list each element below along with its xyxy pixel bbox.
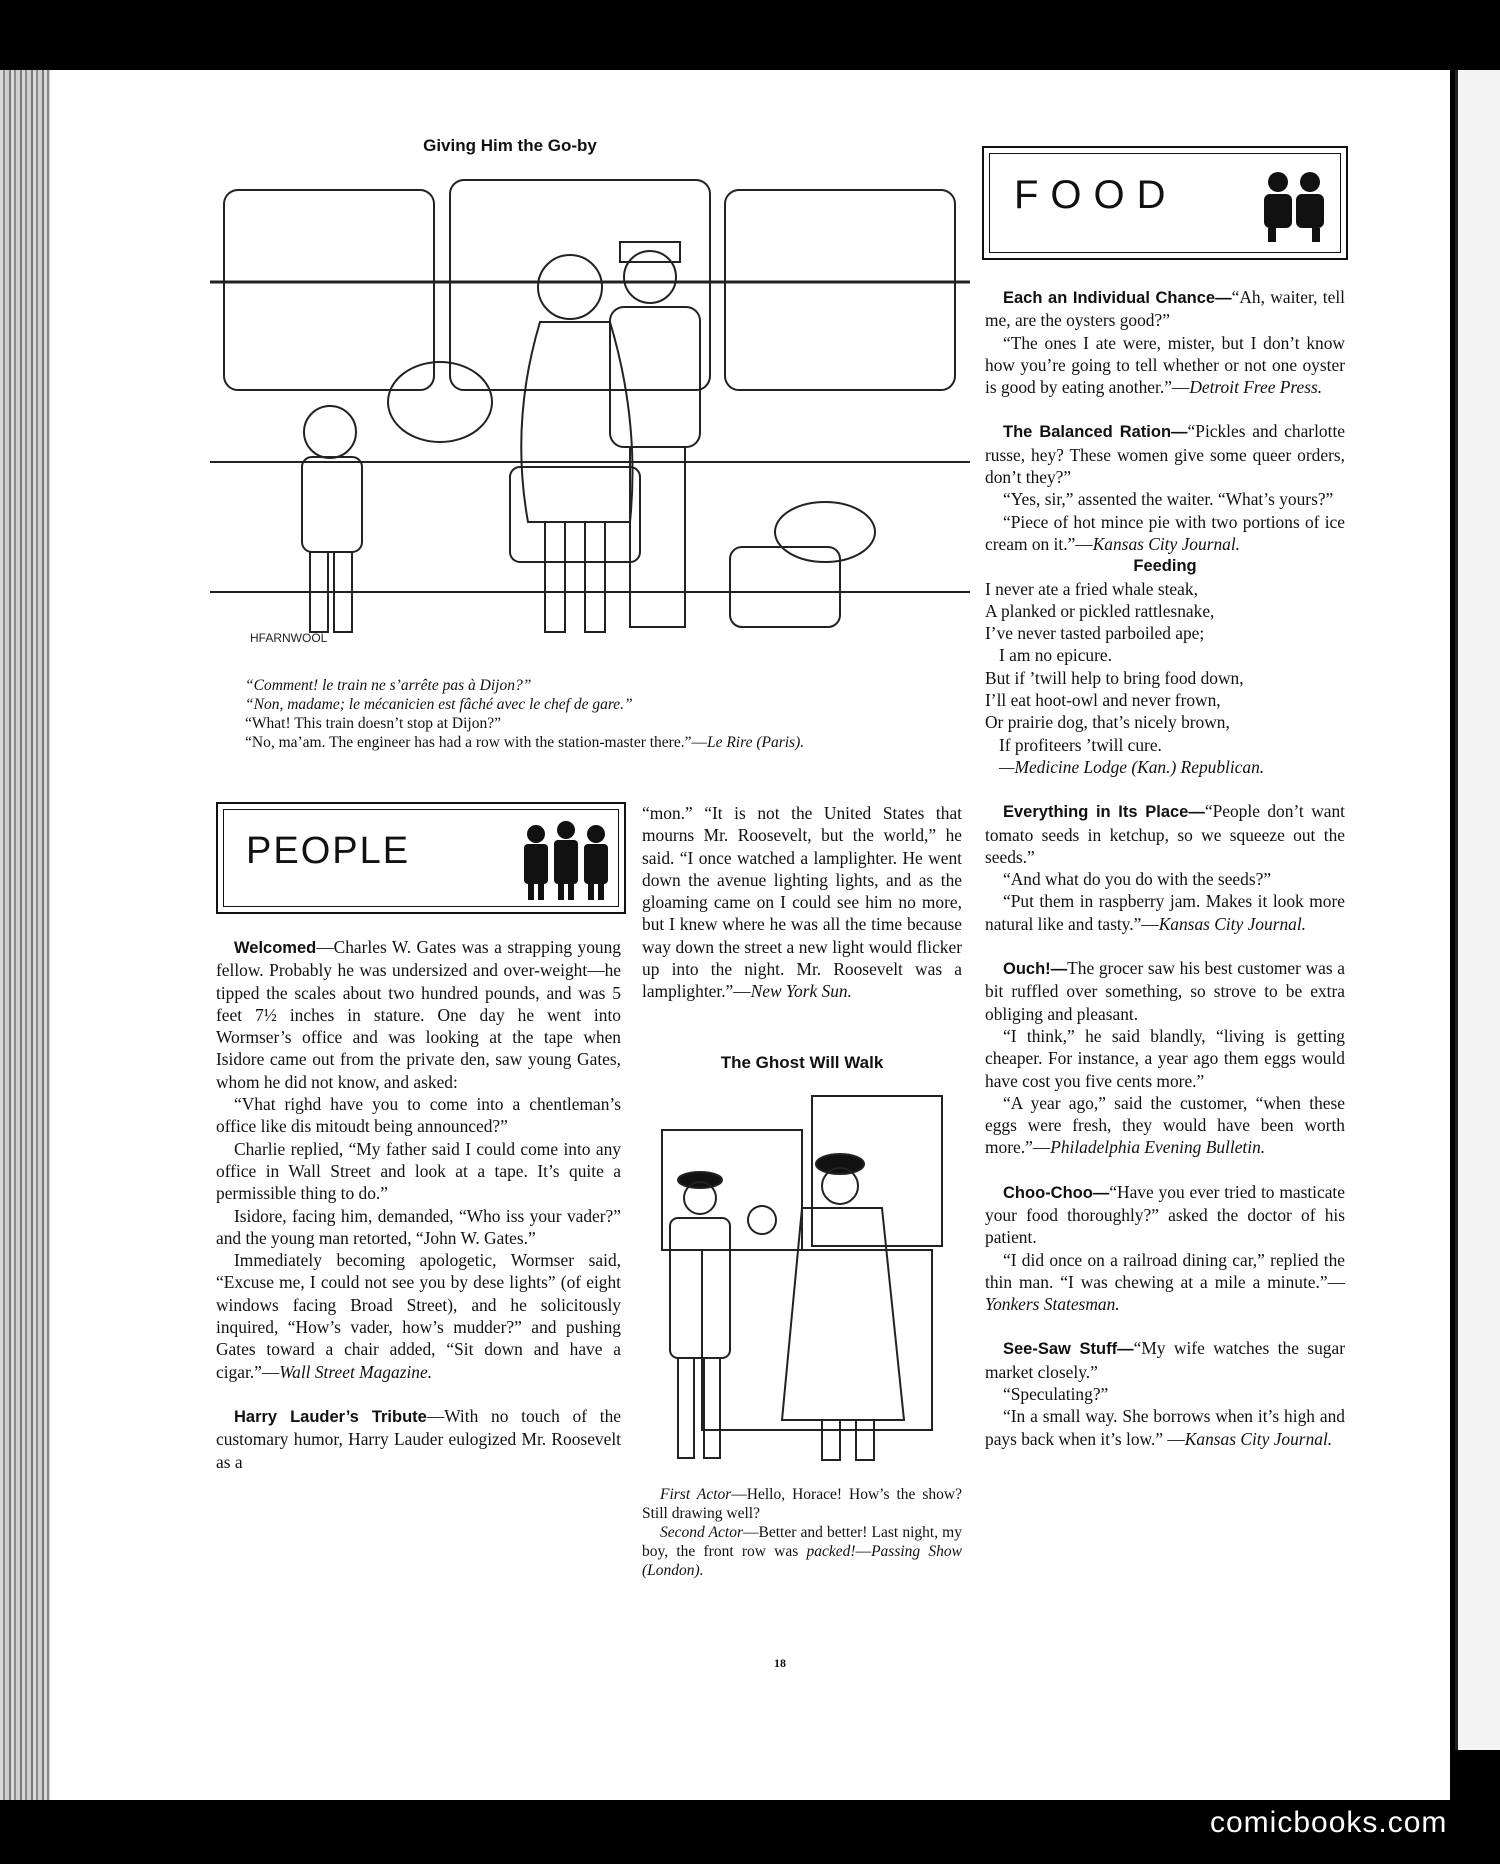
food-item-6-source: Kansas City Journal. <box>1184 1428 1333 1449</box>
cartoon-illustration-train <box>210 162 970 752</box>
food-item-3-line-3: “Put them in raspberry jam. Makes it look more natural like and tasty.”— <box>985 891 1345 934</box>
watermark-text: comicbooks.com <box>1210 1806 1448 1839</box>
food-item-4-para-3 <box>985 1092 1345 1159</box>
poem-source: —Medicine Lodge (Kan.) Republican. <box>999 756 1265 777</box>
food-item-4 <box>985 957 1345 1025</box>
welcomed-para-5 <box>216 1249 621 1383</box>
poem-line: If profiteers ’twill cure. <box>999 734 1162 755</box>
food-item-4-line-3: “A year ago,” said the customer, “when these eggs were fresh, they would have been worth more.”— <box>985 1092 1345 1158</box>
poem-line: I am no epicure. <box>999 645 1112 666</box>
caption-english-line-1: “What! This train doesn’t stop at Dijon?” <box>245 715 501 732</box>
food-item-2-source: Kansas City Journal. <box>1092 533 1241 554</box>
food-item-3-line-1: “People don’t want tomato seeds in ketchup, so we squeeze out the seeds.” <box>985 801 1345 867</box>
lauder-text-continued <box>642 802 962 1003</box>
poem-line: A planked or pickled rattlesnake, <box>985 600 1215 621</box>
food-item-2-para-3 <box>985 511 1345 556</box>
food-item-6-line-3: “In a small way. She borrows when it’s high and pays back when it’s low.” — <box>985 1406 1345 1449</box>
food-item-1-source: Detroit Free Press. <box>1189 377 1323 398</box>
caption-english-text: “No, ma’am. The engineer has had a row with the station-master there.”— <box>245 734 707 751</box>
people-header-illustration <box>518 814 614 902</box>
people-item-lauder <box>216 1405 621 1473</box>
food-item-6-heading: See-Saw Stuff— <box>1003 1340 1134 1359</box>
second-actor-label: Second Actor <box>660 1524 744 1541</box>
food-item-5-para-2 <box>985 1249 1345 1316</box>
food-item-3-para-3 <box>985 890 1345 935</box>
caption-dash: — <box>855 1543 872 1560</box>
lauder-heading: Harry Lauder’s Tribute <box>234 1407 427 1426</box>
cartoon2-illustration-actors <box>642 1090 962 1478</box>
poem-line: Or prairie dog, that’s nicely brown, <box>985 712 1230 733</box>
food-item-3-source: Kansas City Journal. <box>1158 913 1307 934</box>
welcomed-para-3: Charlie replied, “My father said I could come into any office in Wall Street and look at a tape. It’s quite a permissible thing to do.” <box>216 1138 621 1204</box>
caption-french-line-1: “Comment! le train ne s’arrête pas à Dijon?” <box>245 677 532 694</box>
food-item-2-line-2: “Yes, sir,” assented the waiter. “What’s yours?” <box>1003 489 1334 510</box>
first-actor-line: —Hello, Horace! How’s the show? Still drawing well? <box>642 1486 962 1522</box>
poem-line: I’ve never tasted parboiled ape; <box>985 623 1205 644</box>
food-item-6-para-3 <box>985 1405 1345 1450</box>
food-item-5-heading: Choo-Choo— <box>1003 1183 1110 1202</box>
food-item-6 <box>985 1337 1345 1383</box>
food-item-5 <box>985 1181 1345 1249</box>
welcomed-source: Wall Street Magazine. <box>279 1361 433 1382</box>
food-item-5-line-1: “Have you ever tried to masticate your food thoroughly?” asked the doctor of his patient. <box>985 1181 1345 1248</box>
cartoon-title: Giving Him the Go-by <box>423 136 597 155</box>
food-item-2-line-3: “Piece of hot mince pie with two portions of ice cream on it.”— <box>985 511 1345 554</box>
poem-line: I’ll eat hoot-owl and never frown, <box>985 690 1221 711</box>
people-header-label: PEOPLE <box>246 830 411 872</box>
lauder-text-start: —With no touch of the customary humor, Harry Lauder eulogized Mr. Roosevelt as a <box>216 1405 621 1472</box>
food-column <box>985 286 1345 1450</box>
food-item-5-source: Yonkers Statesman. <box>985 1294 1120 1315</box>
cartoon2-caption <box>642 1485 962 1580</box>
artist-signature: HFARNWOOL <box>250 631 328 645</box>
page-number: 18 <box>774 1656 786 1670</box>
food-item-1 <box>985 286 1345 332</box>
caption-english-line-2 <box>245 733 1005 752</box>
food-item-2 <box>985 420 1345 488</box>
food-item-4-line-1: The grocer saw his best customer was a bit ruffled over something, so strove to be extra obliging and pleasant. <box>985 958 1345 1024</box>
cartoon2-title: The Ghost Will Walk <box>720 1053 884 1072</box>
welcomed-para-4: Isidore, facing him, demanded, “Who iss your vader?” and the young man retorted, “John W. Gates.” <box>216 1205 621 1248</box>
next-page-edge <box>1455 70 1500 1750</box>
welcomed-para-5-text: Immediately becoming apologetic, Wormser said, “Excuse me, I could not see you by dese lights” (of eight windows facing Broad Street), and he solicitously inquired, “How’s vader, how’s mudder?” and pushing Gates toward a chair added, “Sit down and have a cigar.”— <box>216 1250 621 1382</box>
people-column <box>216 936 621 1473</box>
poem-line: I never ate a fried whale steak, <box>985 578 1198 599</box>
food-item-2-heading: The Balanced Ration— <box>1003 423 1188 442</box>
food-section-header <box>982 146 1348 260</box>
food-item-5-line-2: “I did once on a railroad dining car,” replied the thin man. “I was chewing at a mile a minute.”— <box>985 1249 1345 1292</box>
lauder-continuation <box>642 802 962 1003</box>
food-item-2-line-1: “Pickles and charlotte russe, hey? These women give some queer orders, don’t they?” <box>985 421 1345 488</box>
caption-french-line-2: “Non, madame; le mécanicien est fâché avec le chef de gare.” <box>245 696 633 713</box>
food-item-1-line-2: “The ones I ate were, mister, but I don’t know how you’re going to tell whether or not one oyster is good by eating another.”— <box>985 332 1345 398</box>
caption-source: Le Rire (Paris). <box>706 734 805 751</box>
cartoon2-caption-line-2 <box>642 1523 962 1580</box>
food-item-1-para-2 <box>985 332 1345 399</box>
poem-feeding <box>985 555 1345 778</box>
food-item-3-heading: Everything in Its Place— <box>1003 803 1205 822</box>
food-item-4-heading: Ouch!— <box>1003 960 1068 979</box>
lauder-source: New York Sun. <box>750 981 852 1002</box>
welcomed-heading: Welcomed <box>234 939 317 957</box>
food-header-label: FOOD <box>1014 173 1178 217</box>
welcomed-para-2: “Vhat righd have you to come into a chentleman’s office like dis mitoudt being announced?” <box>216 1094 621 1137</box>
book-binding-edge <box>0 70 50 1800</box>
food-item-6-line-1: “My wife watches the sugar market closely.” <box>985 1338 1346 1382</box>
food-header-illustration <box>1254 160 1334 244</box>
magazine-page <box>50 70 1450 1800</box>
people-item-welcomed <box>216 936 621 1093</box>
second-actor-emphasis: packed! <box>806 1543 856 1560</box>
poem-title: Feeding <box>1133 557 1197 576</box>
food-item-3-line-2: “And what do you do with the seeds?” <box>1003 869 1272 890</box>
food-item-6-line-2: “Speculating?” <box>1003 1384 1109 1405</box>
cartoon2-source: Passing Show (London). <box>642 1543 962 1579</box>
food-item-1-heading: Each an Individual Chance— <box>1003 289 1232 307</box>
cartoon-caption <box>245 676 1005 752</box>
lauder-text-body: “mon.” “It is not the United States that mourns Mr. Roosevelt, but the world,” he said. “I once watched a lamplighter. He went down the avenue lighting lights, and as the gloaming came on I could see him no more, but I knew where he was all the time because way down the street a new light would flicker up into the night. Mr. Roosevelt was a lamplighter.”— <box>642 803 962 1002</box>
first-actor-label: First Actor <box>660 1486 732 1503</box>
cartoon2-caption-line-1 <box>642 1485 962 1523</box>
food-item-4-line-2: “I think,” he said blandly, “living is getting cheaper. For instance, a year ago them eggs would have cost you five cents more.” <box>985 1025 1345 1091</box>
food-item-1-line-1: “Ah, waiter, tell me, are the oysters good?” <box>985 287 1345 331</box>
food-item-4-source: Philadelphia Evening Bulletin. <box>1050 1137 1266 1158</box>
poem-line: But if ’twill help to bring food down, <box>985 667 1244 688</box>
people-section-header <box>216 802 626 914</box>
second-actor-line: —Better and better! Last night, my boy, the front row was <box>642 1524 962 1560</box>
welcomed-para-1: —Charles W. Gates was a strapping young fellow. Probably he was undersized and over-weight—he tipped the scales about two hundred pounds, and was 5 feet 7½ inches in stature. One day he went into Wormser’s office and was looking at the tape when Isidore came out from the private den, saw young Gates, whom he did not know, and asked: <box>216 937 621 1092</box>
food-item-3 <box>985 800 1345 868</box>
